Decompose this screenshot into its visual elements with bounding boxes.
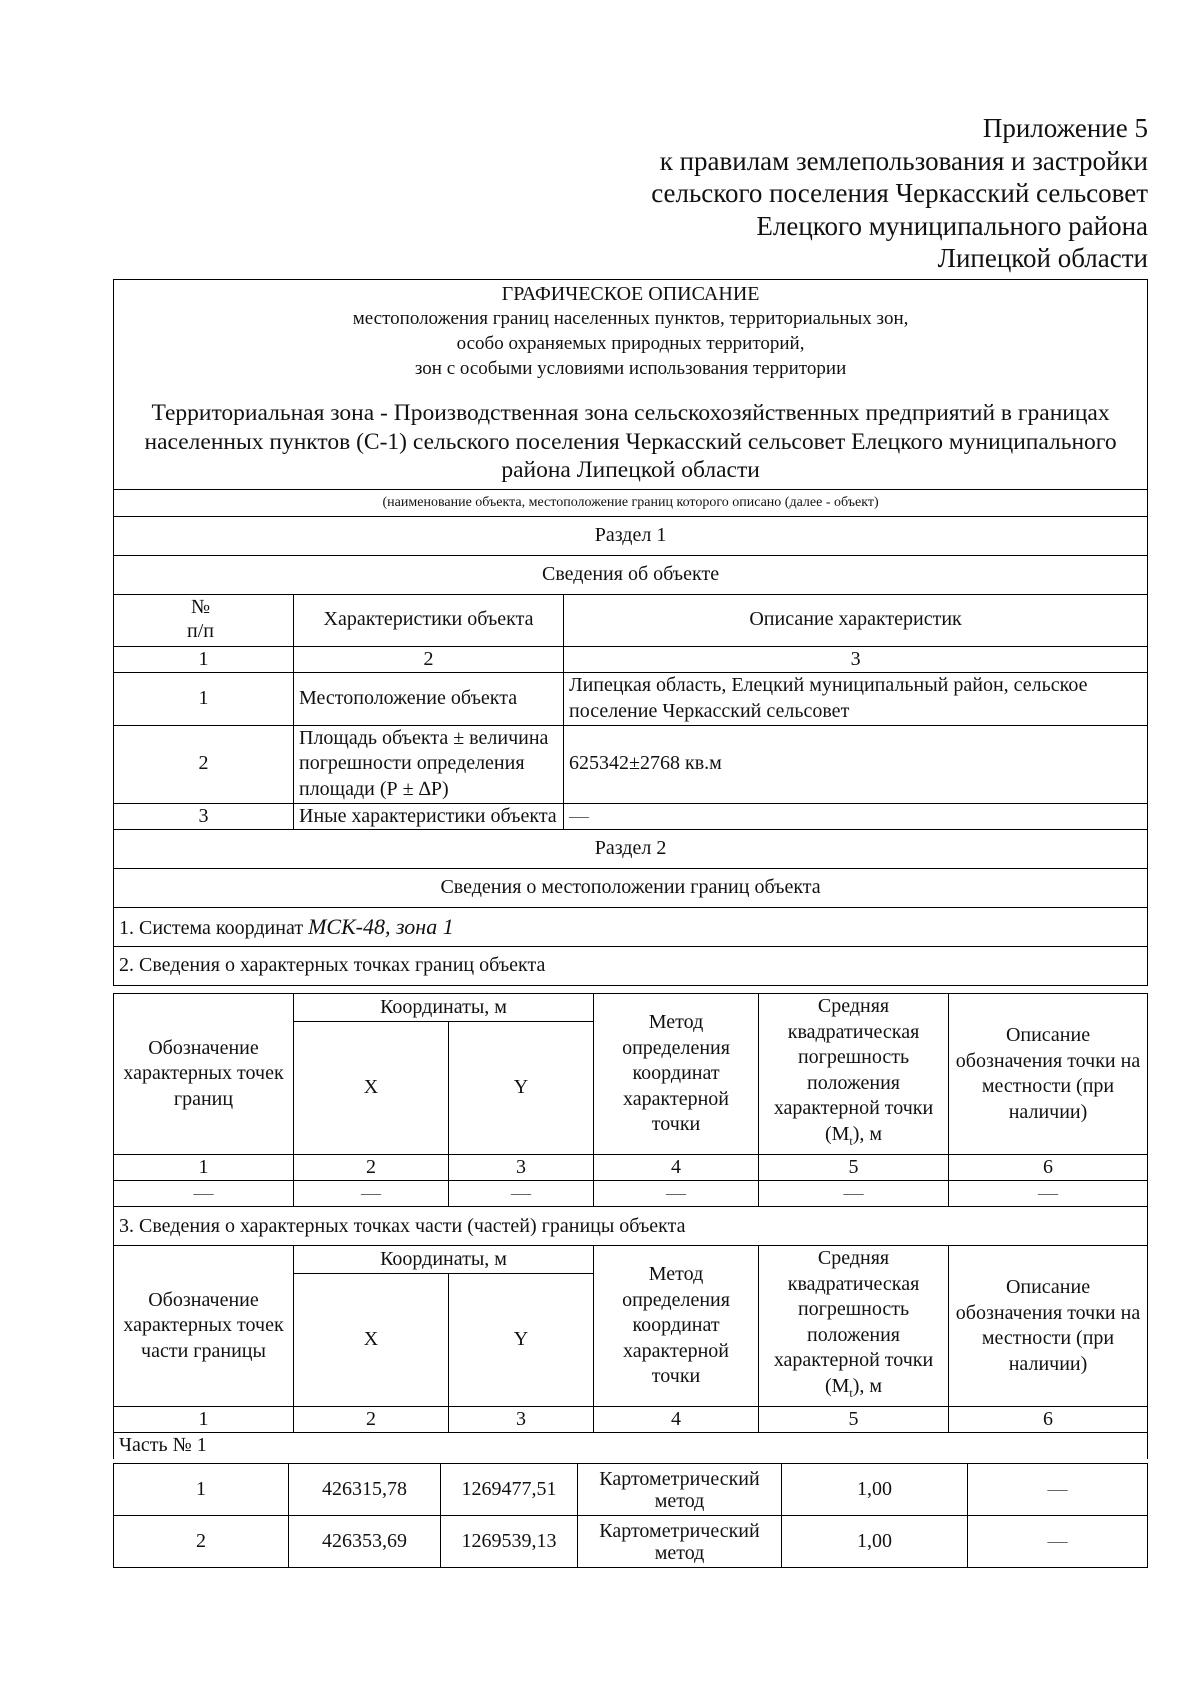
zone-name-line-2: населенных пунктов (С-1) сельского поселения Черкасский сельсовет Елецкого муниципального [144,428,1117,455]
title-subline-3: зон с особыми условиями использования территории [414,358,847,379]
section-2-heading: Раздел 2 [114,829,1148,868]
appendix-line-3: сельского поселения Черкасский сельсовет [651,178,1148,208]
document-title: ГРАФИЧЕСКОЕ ОПИСАНИЕ [501,283,760,305]
col-header-number-text: № п/п [187,596,214,643]
part-point-x: 426353,69 [289,1516,441,1568]
parts-num-2: 2 [294,1407,449,1433]
graphic-description-table [113,279,1148,1011]
part-point-method: Картометрический метод [578,1516,782,1568]
part-point-description: — [968,1516,1148,1568]
zone-name-line-1: Территориальная зона - Производственная зона сельскохозяйственных предприятий в границах [151,400,1110,426]
points-col-designation: Обозначение характерных точек границ [114,994,294,1155]
table-row [114,1464,1148,1516]
parts-col-coordinates: Координаты, м [294,1246,594,1274]
points-col-error: Средняя квадратическая погрешность положения характерной точки $(M_t)$, м [759,994,949,1155]
part-label: Часть № 1 [114,1433,1148,1459]
appendix-line-5: Липецкой области [937,243,1148,273]
points-empty-cell: — [114,1181,294,1207]
row-2-number: 2 [114,725,294,803]
row-2-name: Площадь объекта ± величина погрешности определения площади (Р ± ∆Р) [294,725,564,803]
object-caption: (наименование объекта, местоположение границ которого описано (далее - объект) [114,489,1148,516]
points-num-4: 4 [594,1155,759,1181]
row-1-value: Липецкая область, Елецкий муниципальный район, сельское поселение Черкасский сельсовет [564,672,1148,725]
col-number-2: 2 [294,646,564,672]
row-1-name: Местоположение объекта [294,672,564,725]
parts-num-3: 3 [449,1407,594,1433]
points-empty-cell: — [449,1181,594,1207]
col-number-3: 3 [564,646,1148,672]
title-block [114,280,1148,490]
part-point-y: 1269477,51 [441,1464,578,1516]
parts-heading: 3. Сведения о характерных точках части (частей) границы объекта [114,1207,1148,1246]
part-point-error: 1,00 [782,1464,968,1516]
appendix-header [248,112,1148,275]
part-point-x: 426315,78 [289,1464,441,1516]
part-point-method: Картометрический метод [578,1464,782,1516]
points-empty-cell: — [294,1181,449,1207]
points-heading: 2. Сведения о характерных точках границ объекта [114,946,1148,985]
points-empty-cell: — [759,1181,949,1207]
parts-col-designation: Обозначение характерных точек части границы [114,1246,294,1407]
points-col-method: Метод определения координат характерной точки [594,994,759,1155]
parts-col-method: Метод определения координат характерной точки [594,1246,759,1407]
title-subline-1: местоположения границ населенных пунктов, территориальных зон, [352,308,909,329]
coordinate-system-value: МСК-48, зона 1 [308,913,454,939]
coordinate-system [114,907,1148,946]
row-2-value: 625342±2768 кв.м [564,725,1148,803]
boundary-points-table [113,993,1148,1459]
row-3-number: 3 [114,803,294,829]
points-col-coordinates: Координаты, м [294,994,594,1022]
parts-col-description: Описание обозначения точки на местности (при наличии) [949,1246,1148,1407]
points-num-1: 1 [114,1155,294,1181]
part-point-number: 2 [114,1516,289,1568]
col-header-description: Описание характеристик [564,594,1148,646]
part-point-number: 1 [114,1464,289,1516]
points-num-6: 6 [949,1155,1148,1181]
section-1-heading: Раздел 1 [114,516,1148,555]
points-col-y: Y [449,1021,594,1154]
parts-num-5: 5 [759,1407,949,1433]
appendix-line-1: Приложение 5 [982,113,1148,143]
points-empty-cell: — [594,1181,759,1207]
parts-num-6: 6 [949,1407,1148,1433]
row-1-number: 1 [114,672,294,725]
col-header-characteristics: Характеристики объекта [294,594,564,646]
table-row [114,1516,1148,1568]
col-header-number [114,594,294,646]
points-col-x: X [294,1021,449,1154]
appendix-line-2: к правилам землепользования и застройки [659,145,1148,176]
coordinate-system-label: 1. Система координат [119,916,309,939]
section-2-subheading: Сведения о местоположении границ объекта [114,868,1148,907]
row-3-name: Иные характеристики объекта [294,803,564,829]
parts-num-1: 1 [114,1407,294,1433]
part-1-points-table [113,1463,1148,1568]
parts-num-4: 4 [594,1407,759,1433]
section-1-subheading: Сведения об объекте [114,555,1148,594]
part-point-description: — [968,1464,1148,1516]
row-3-value: — [564,803,1148,829]
title-subline-2: особо охраняемых природных территорий, [456,333,805,354]
col-number-1: 1 [114,646,294,672]
part-point-error: 1,00 [782,1516,968,1568]
points-col-description: Описание обозначения точки на местности (при наличии) [949,994,1148,1155]
appendix-line-4: Елецкого муниципального района [756,210,1148,241]
points-num-5: 5 [759,1155,949,1181]
parts-col-x: X [294,1273,449,1406]
points-num-2: 2 [294,1155,449,1181]
zone-name-line-3: района Липецкой области [501,457,760,483]
title-row [114,280,1148,490]
points-num-3: 3 [449,1155,594,1181]
points-empty-cell: — [949,1181,1148,1207]
part-point-y: 1269539,13 [441,1516,578,1568]
parts-col-error: Средняя квадратическая погрешность положения характерной точки $(M_t)$, м [759,1246,949,1407]
parts-col-y: Y [449,1273,594,1406]
